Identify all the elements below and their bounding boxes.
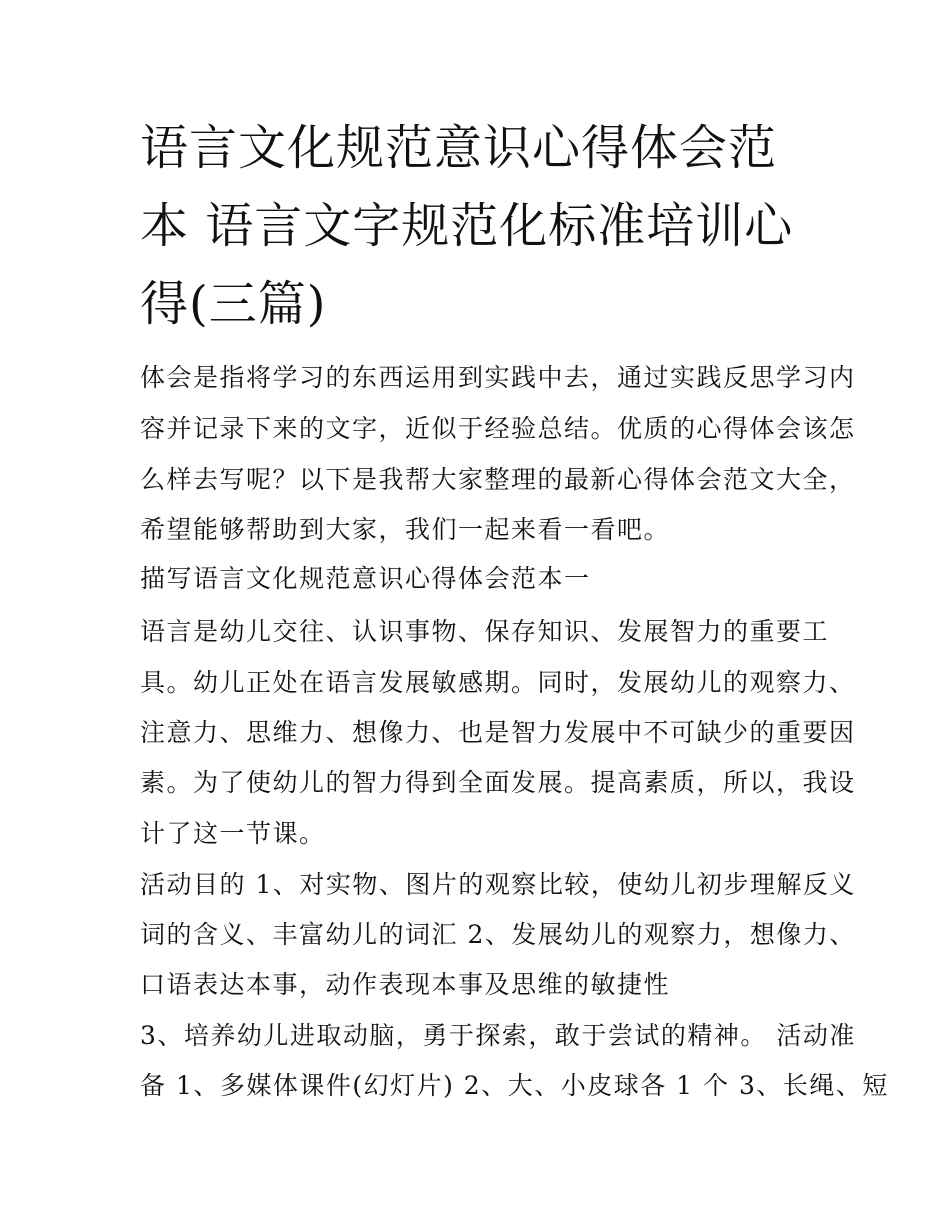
body-line: 口语表达本事，动作表现本事及思维的敏捷性	[140, 970, 671, 999]
body-line: 计了这一节课。	[140, 819, 326, 848]
section-heading: 描写语言文化规范意识心得体会范本一	[140, 564, 591, 593]
document-title-line-1: 语言文化规范意识心得体会范	[140, 120, 778, 176]
body-line: 么样去写呢？以下是我帮大家整理的最新心得体会范文大全，	[140, 465, 856, 494]
body-line: 语言是幼儿交往、认识事物、保存知识、发展智力的重要工	[140, 617, 830, 646]
body-line: 具。幼儿正处在语言发展敏感期。同时，发展幼儿的观察力、	[140, 668, 856, 697]
body-line: 容并记录下来的文字，近似于经验总结。优质的心得体会该怎	[140, 414, 856, 443]
document-title-line-2: 本 语言文字规范化标准培训心	[140, 198, 794, 254]
body-line: 3、培养幼儿进取动脑，勇于探索，敢于尝试的精神。 活动准	[140, 1021, 856, 1050]
body-line: 体会是指将学习的东西运用到实践中去，通过实践反思学习内	[140, 363, 856, 392]
document-title-line-3: 得(三篇)	[140, 276, 327, 332]
body-line: 素。为了使幼儿的智力得到全面发展。提高素质，所以，我设	[140, 768, 856, 797]
body-line: 注意力、思维力、想像力、也是智力发展中不可缺少的重要因	[140, 718, 856, 747]
body-line: 希望能够帮助到大家，我们一起来看一看吧。	[140, 515, 671, 544]
body-line: 备 1、多媒体课件(幻灯片) 2、大、小皮球各 1 个 3、长绳、短	[140, 1071, 889, 1100]
body-line: 活动目的 1、对实物、图片的观察比较，使幼儿初步理解反义	[140, 870, 856, 899]
body-line: 词的含义、丰富幼儿的词汇 2、发展幼儿的观察力，想像力、	[140, 920, 856, 949]
